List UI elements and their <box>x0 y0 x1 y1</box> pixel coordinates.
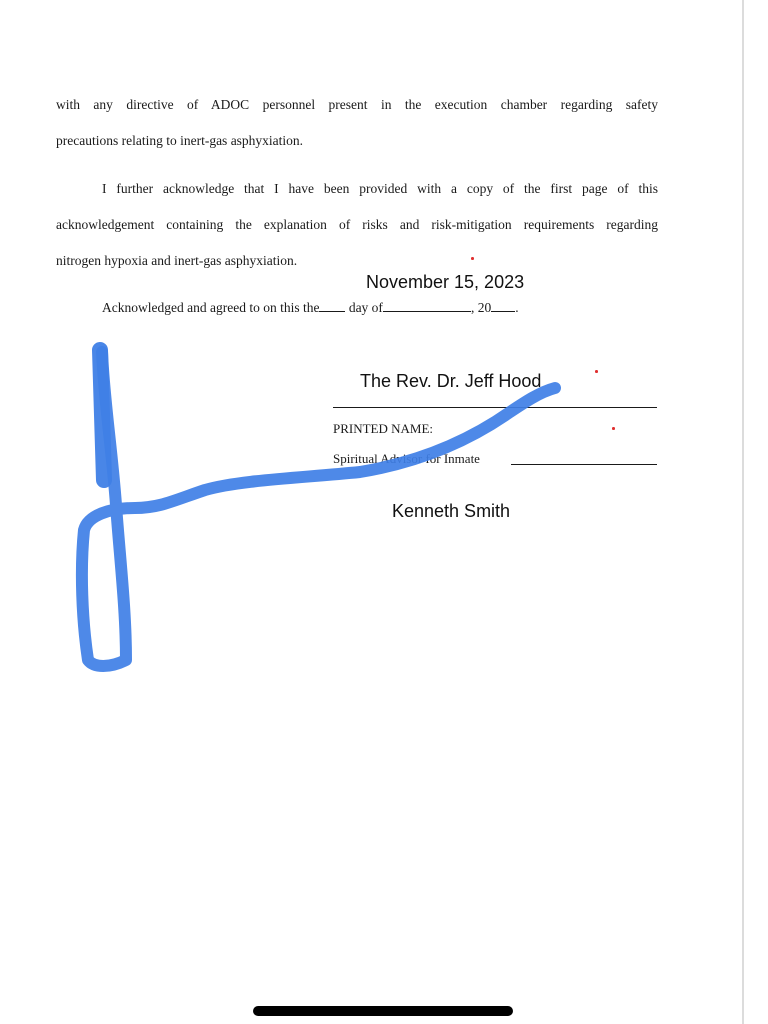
ink-stroke-upper <box>100 350 104 480</box>
month-blank[interactable] <box>383 299 471 312</box>
paragraph2-line1: I further acknowledge that I have been provided with a copy of the first page of this <box>102 181 658 196</box>
page-edge <box>742 0 744 1024</box>
paragraph1-line1: with any directive of ADOC personnel present in the execution chamber regarding safety <box>56 97 658 112</box>
day-blank[interactable] <box>319 299 345 312</box>
acknowledged-prefix: Acknowledged and agreed to on this the <box>102 300 320 315</box>
comma-20-label: , 20 <box>470 300 492 315</box>
printed-name-label: PRINTED NAME: <box>333 421 434 436</box>
filled-inmate-name[interactable]: Kenneth Smith <box>392 501 511 521</box>
filled-date[interactable]: November 15, 2023 <box>366 272 525 292</box>
marker-dot <box>471 257 474 260</box>
marker-dot <box>612 427 615 430</box>
signature-line <box>333 407 657 408</box>
acknowledged-line <box>102 299 582 316</box>
marker-dot <box>595 370 598 373</box>
spiritual-advisor-label: Spiritual Advisor for Inmate <box>333 451 480 466</box>
paragraph1-line2: precautions relating to inert-gas asphyxiation. <box>56 133 304 148</box>
day-of-label: day of <box>348 300 383 315</box>
paragraph2-line3: nitrogen hypoxia and inert-gas asphyxiation. <box>56 253 298 268</box>
inmate-name-line[interactable] <box>511 464 657 465</box>
filled-advisor-name[interactable]: The Rev. Dr. Jeff Hood <box>360 371 542 391</box>
period: . <box>515 300 519 315</box>
year-blank[interactable] <box>491 299 515 312</box>
paragraph2-line2: acknowledgement containing the explanation of risks and risk-mitigation requirements regarding <box>56 217 658 232</box>
home-indicator[interactable] <box>253 1006 513 1016</box>
